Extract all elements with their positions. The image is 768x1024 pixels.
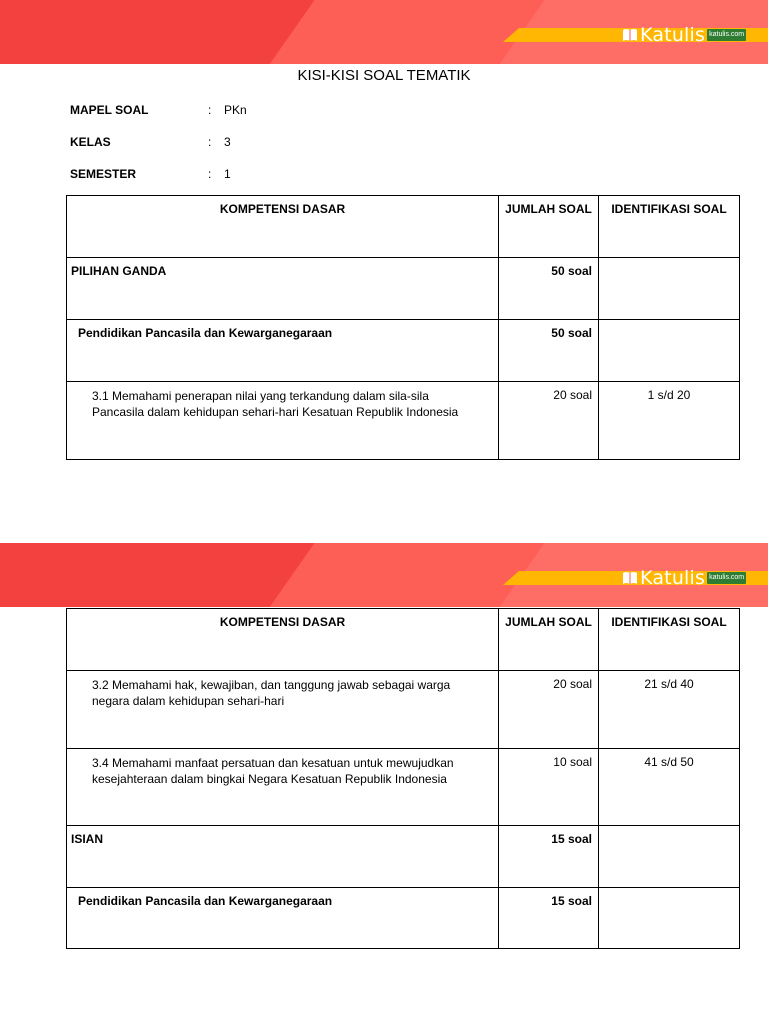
open-book-icon bbox=[622, 28, 638, 42]
meta-row-kelas bbox=[70, 135, 231, 149]
meta-label: SEMESTER bbox=[70, 167, 137, 181]
identifikasi-cell bbox=[599, 826, 740, 888]
meta-value: 3 bbox=[224, 135, 231, 149]
kd-cell: 3.1 Memahami penerapan nilai yang terkandung dalam sila-sila Pancasila dalam kehidupan sehari-hari Kesatuan Republik Indonesia bbox=[67, 382, 499, 460]
jumlah-cell: 20 soal bbox=[499, 671, 599, 749]
table-row bbox=[67, 671, 740, 749]
jumlah-cell: 15 soal bbox=[499, 888, 599, 949]
header-banner bbox=[0, 543, 768, 607]
table-row bbox=[67, 749, 740, 826]
meta-label: MAPEL SOAL bbox=[70, 103, 149, 117]
table-header-row bbox=[67, 609, 740, 671]
kd-cell: Pendidikan Pancasila dan Kewarganegaraan bbox=[67, 320, 499, 382]
meta-value: PKn bbox=[224, 103, 247, 117]
kd-cell: Pendidikan Pancasila dan Kewarganegaraan bbox=[67, 888, 499, 949]
header-jumlah: JUMLAH SOAL bbox=[499, 609, 599, 671]
meta-row-mapel bbox=[70, 103, 247, 117]
brand-logo[interactable] bbox=[622, 566, 746, 590]
meta-row-semester bbox=[70, 167, 231, 181]
meta-sep: : bbox=[208, 167, 212, 181]
kd-cell: 3.2 Memahami hak, kewajiban, dan tanggung jawab sebagai warga negara dalam kehidupan sehari-hari bbox=[67, 671, 499, 749]
meta-label: KELAS bbox=[70, 135, 111, 149]
jumlah-cell: 50 soal bbox=[499, 258, 599, 320]
table-row bbox=[67, 382, 740, 460]
identifikasi-cell bbox=[599, 320, 740, 382]
meta-value: 1 bbox=[224, 167, 231, 181]
kisi-kisi-table bbox=[66, 608, 740, 949]
document-page-2 bbox=[0, 543, 768, 1024]
header-jumlah: JUMLAH SOAL bbox=[499, 196, 599, 258]
brand-badge: katulis.com bbox=[707, 29, 746, 41]
header-identifikasi: IDENTIFIKASI SOAL bbox=[599, 609, 740, 671]
header-kompetensi: KOMPETENSI DASAR bbox=[67, 196, 499, 258]
page-title: KISI-KISI SOAL TEMATIK bbox=[297, 67, 471, 84]
kd-cell: 3.4 Memahami manfaat persatuan dan kesatuan untuk mewujudkan kesejahteraan dalam bingkai Negara Kesatuan Republik Indonesia bbox=[67, 749, 499, 826]
identifikasi-cell bbox=[599, 888, 740, 949]
jumlah-cell: 50 soal bbox=[499, 320, 599, 382]
identifikasi-cell: 21 s/d 40 bbox=[599, 671, 740, 749]
kd-cell: ISIAN bbox=[67, 826, 499, 888]
brand-badge: katulis.com bbox=[707, 572, 746, 584]
brand-name: Katulis bbox=[640, 24, 706, 46]
header-identifikasi: IDENTIFIKASI SOAL bbox=[599, 196, 740, 258]
identifikasi-cell: 1 s/d 20 bbox=[599, 382, 740, 460]
brand-logo[interactable] bbox=[622, 23, 746, 47]
brand-name: Katulis bbox=[640, 567, 706, 589]
meta-sep: : bbox=[208, 135, 212, 149]
open-book-icon bbox=[622, 571, 638, 585]
kisi-kisi-table bbox=[66, 195, 740, 460]
table-row bbox=[67, 258, 740, 320]
header-banner bbox=[0, 0, 768, 64]
kd-cell: PILIHAN GANDA bbox=[67, 258, 499, 320]
table-row bbox=[67, 826, 740, 888]
table-header-row bbox=[67, 196, 740, 258]
identifikasi-cell: 41 s/d 50 bbox=[599, 749, 740, 826]
jumlah-cell: 10 soal bbox=[499, 749, 599, 826]
header-kompetensi: KOMPETENSI DASAR bbox=[67, 609, 499, 671]
table-row bbox=[67, 320, 740, 382]
jumlah-cell: 15 soal bbox=[499, 826, 599, 888]
jumlah-cell: 20 soal bbox=[499, 382, 599, 460]
meta-sep: : bbox=[208, 103, 212, 117]
table-row bbox=[67, 888, 740, 949]
identifikasi-cell bbox=[599, 258, 740, 320]
